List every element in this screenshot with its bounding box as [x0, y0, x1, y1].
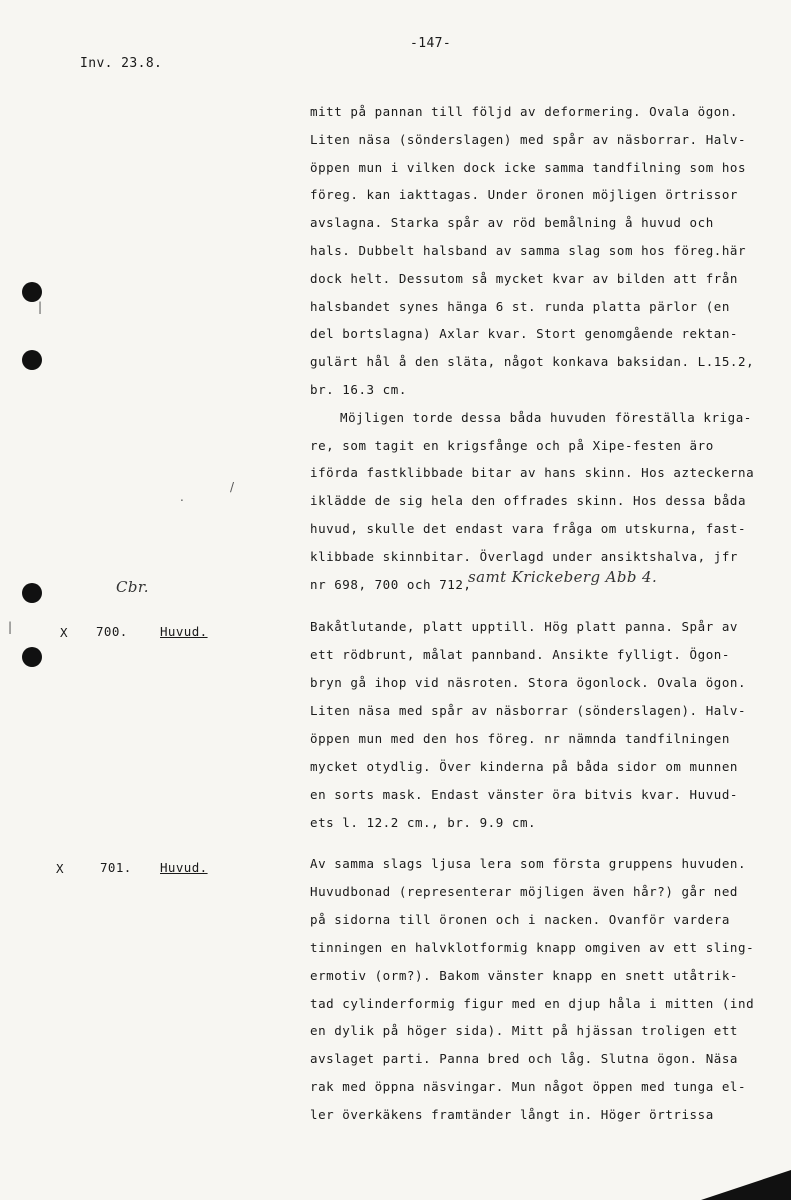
text-line: Huvudbonad (representerar möjligen även hår?) går ned — [310, 884, 739, 899]
text-line: öppen mun i vilken dock icke samma tandfilning som hos — [310, 160, 747, 175]
text-line: halsbandet synes hänga 6 st. runda platta pärlor (en — [310, 299, 730, 314]
scan-speck: | — [38, 300, 43, 314]
entry-number: 701. — [100, 860, 132, 875]
text-line: klibbade skinnbitar. Överlagd under ansiktshalva, jfr — [310, 549, 739, 564]
entry-heading: Huvud. — [160, 624, 208, 639]
text-line: re, som tagit en krigsfånge och på Xipe-festen äro — [310, 438, 714, 453]
page-corner-shadow — [701, 1170, 791, 1200]
text-line: huvud, skulle det endast vara fråga om utskurna, fast- — [310, 521, 747, 536]
binder-hole-lower — [22, 647, 42, 667]
scan-speck: | — [8, 620, 13, 634]
binder-hole-middle — [22, 583, 42, 603]
binder-hole-top — [22, 282, 42, 302]
binder-hole-upper — [22, 350, 42, 370]
entry-number: 700. — [96, 624, 128, 639]
text-line: Möjligen torde dessa båda huvuden föreställa kriga- — [340, 410, 752, 425]
entry-heading: Huvud. — [160, 860, 208, 875]
text-line: Av samma slags ljusa lera som första gruppens huvuden. — [310, 856, 747, 871]
text-line: avslaget parti. Panna bred och låg. Slutna ögon. Näsa — [310, 1051, 739, 1066]
text-line: föreg. kan iakttagas. Under öronen möjligen örtrissor — [310, 187, 739, 202]
text-line: mycket otydlig. Över kinderna på båda sidor om munnen — [310, 759, 739, 774]
margin-note: Cbr. — [116, 578, 149, 596]
text-line: tad cylinderformig figur med en djup håla i mitten (ind — [310, 996, 755, 1011]
text-line: Bakåtlutande, platt upptill. Hög platt panna. Spår av — [310, 619, 739, 634]
text-line: bryn gå ihop vid näsroten. Stora ögonlock. Ovala ögon. — [310, 675, 747, 690]
text-line: Liten näsa med spår av näsborrar (sönderslagen). Halv- — [310, 703, 747, 718]
text-line: öppen mun med den hos föreg. nr nämnda tandfilningen — [310, 731, 730, 746]
text-line: en sorts mask. Endast vänster öra bitvis kvar. Huvud- — [310, 787, 739, 802]
text-line: en dylik på höger sida). Mitt på hjässan troligen ett — [310, 1023, 739, 1038]
scan-speck: . — [180, 490, 184, 504]
text-line: iklädde de sig hela den offrades skinn. Hos dessa båda — [310, 493, 747, 508]
text-line: dock helt. Dessutom så mycket kvar av bilden att från — [310, 271, 739, 286]
text-line: mitt på pannan till följd av deformering. Ovala ögon. — [310, 104, 739, 119]
text-line: nr 698, 700 och 712, — [310, 577, 472, 592]
text-line: del bortslagna) Axlar kvar. Stort genomgående rektan- — [310, 326, 739, 341]
entry-mark: X — [60, 625, 68, 640]
text-line: iförda fastklibbade bitar av hans skinn. Hos azteckerna — [310, 465, 755, 480]
text-line: gulärt hål å den släta, något konkava baksidan. L.15.2, — [310, 354, 755, 369]
text-line: hals. Dubbelt halsband av samma slag som hos föreg.här — [310, 243, 747, 258]
page-number: -147- — [410, 36, 452, 51]
inventory-number: Inv. 23.8. — [80, 56, 163, 71]
text-line: ler överkäkens framtänder långt in. Höger örtrissa — [310, 1107, 714, 1122]
text-line: ermotiv (orm?). Bakom vänster knapp en snett utåtrik- — [310, 968, 739, 983]
entry-mark: X — [56, 861, 64, 876]
text-line: rak med öppna näsvingar. Mun något öppen med tunga el- — [310, 1079, 747, 1094]
text-line: Liten näsa (sönderslagen) med spår av näsborrar. Halv- — [310, 132, 747, 147]
text-line: ett rödbrunt, målat pannband. Ansikte fylligt. Ögon- — [310, 647, 730, 662]
text-line: avslagna. Starka spår av röd bemålning å huvud och — [310, 215, 714, 230]
text-line: på sidorna till öronen och i nacken. Ovanför vardera — [310, 912, 730, 927]
text-line: tinningen en halvklotformig knapp omgiven av ett sling- — [310, 940, 755, 955]
scan-speck: / — [230, 480, 235, 494]
text-line: ets l. 12.2 cm., br. 9.9 cm. — [310, 815, 537, 830]
handwritten-addition: samt Krickeberg Abb 4. — [468, 568, 658, 586]
text-line: br. 16.3 cm. — [310, 382, 407, 397]
